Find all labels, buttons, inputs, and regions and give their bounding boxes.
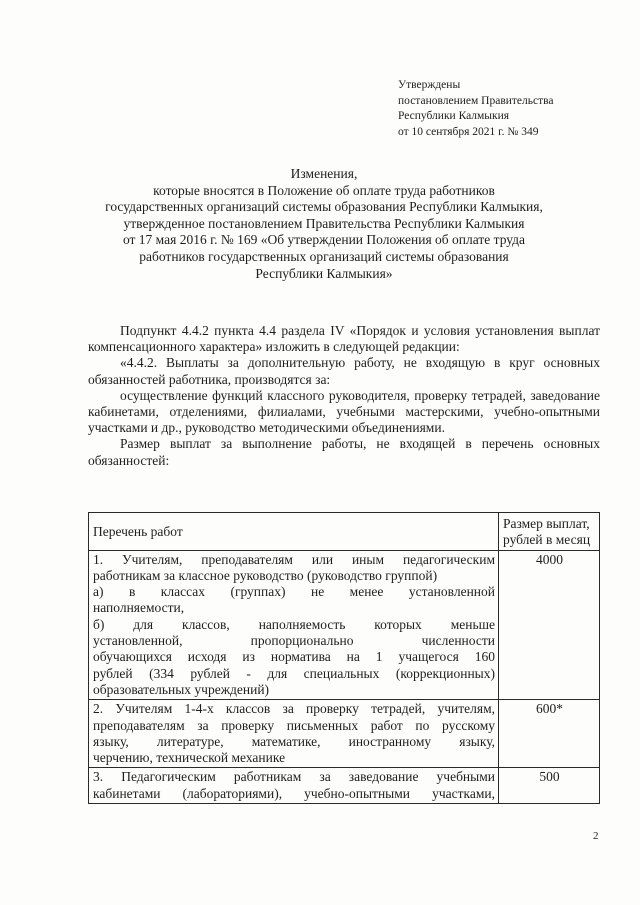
work-line: кабинетами (лабораториями), учебно-опытными участками,	[93, 785, 495, 801]
work-line: рублей (334 рублей - для специальных (коррекционных)	[93, 665, 495, 681]
amount-cell: 500	[499, 768, 600, 804]
approval-line: от 10 сентября 2021 г. № 349	[398, 125, 539, 138]
title-line: государственных организаций системы образования Республики Калмыкия,	[105, 199, 543, 215]
work-line: а) в классах (группах) не менее установленной	[93, 584, 495, 600]
work-line: 1. Учителям, преподавателям или иным педагогическим	[93, 551, 495, 567]
header-amount-line: рублей в месяц	[503, 532, 591, 548]
work-cell	[89, 700, 499, 768]
payments-table	[88, 512, 600, 804]
approval-stamp	[398, 78, 554, 140]
amount-cell: 600*	[499, 700, 600, 768]
body-paragraph: «4.4.2. Выплаты за дополнительную работу, не входящую в круг основных обязанностей работника, производятся за:	[88, 355, 600, 387]
work-line: б) для классов, наполняемость которых меньше	[93, 616, 495, 632]
body-paragraph: Размер выплат за выполнение работы, не входящей в перечень основных обязанностей:	[88, 436, 600, 468]
title-line: утвержденное постановлением Правительства Республики Калмыкия	[123, 215, 525, 231]
work-cell	[89, 550, 499, 700]
work-line: обучающихся исходя из норматива на 1 учащегося 160	[93, 649, 495, 665]
work-line: 3. Педагогическим работникам за заведование учебными	[93, 769, 495, 785]
document-title	[70, 166, 578, 282]
approval-line: постановлением Правительства	[398, 94, 554, 107]
work-cell	[89, 768, 499, 804]
table-header-row	[89, 513, 600, 551]
header-amount-line: Размер выплат,	[503, 516, 590, 531]
header-work-list: Перечень работ	[89, 513, 499, 551]
body-paragraph: осуществление функций классного руководителя, проверку тетрадей, заведование кабинетами, отделениями, филиалами, учебными мастерскими, учебно-опытными участками и др., руководство методическими объединениями.	[88, 387, 600, 436]
work-line: черчению, технической механике	[93, 750, 286, 766]
header-amount	[499, 513, 600, 551]
approval-line: Утверждены	[398, 79, 461, 91]
title-line: работников государственных организаций системы образования	[139, 248, 509, 264]
table-row	[89, 700, 600, 768]
work-line: образовательных учреждений)	[93, 681, 270, 697]
page-number: 2	[593, 830, 599, 842]
work-line: работникам за классное руководство (руководство группой)	[93, 567, 438, 583]
work-line: преподавателям за проверку письменных работ по русскому	[93, 717, 495, 733]
amount-cell: 4000	[499, 550, 600, 700]
title-line: которые вносятся в Положение об оплате труда работников	[153, 182, 495, 198]
work-line: установленной, пропорционально численности	[93, 633, 495, 649]
work-line: 2. Учителям 1-4-х классов за проверку тетрадей, учителям,	[93, 701, 495, 717]
approval-line: Республики Калмыкия	[398, 110, 510, 122]
table-row	[89, 550, 600, 700]
document-body	[88, 323, 600, 469]
work-line: языку, литературе, математике, иностранному языку,	[93, 733, 495, 749]
title-line: Изменения,	[290, 166, 358, 181]
table-row	[89, 768, 600, 804]
body-paragraph: Подпункт 4.4.2 пункта 4.4 раздела IV «Порядок и условия установления выплат компенсационного характера» изложить в следующей редакции:	[88, 323, 600, 355]
work-line: наполняемости,	[93, 600, 185, 616]
title-line: от 17 мая 2016 г. № 169 «Об утверждении Положения об оплате труда	[122, 232, 526, 248]
title-line: Республики Калмыкия»	[255, 265, 393, 281]
